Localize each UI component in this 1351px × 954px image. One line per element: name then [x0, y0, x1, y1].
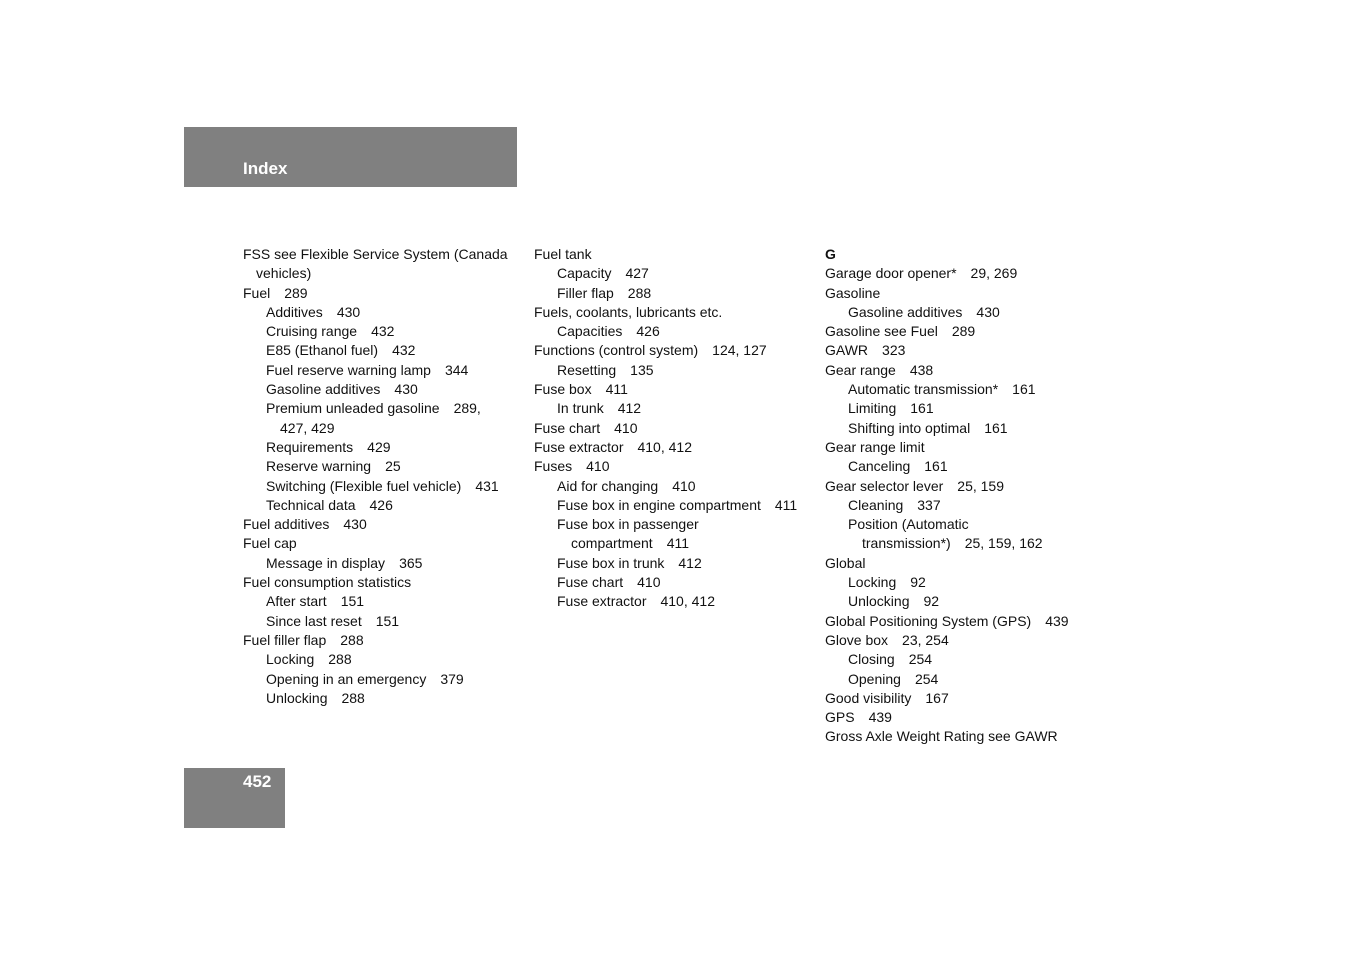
index-subentry — [534, 284, 819, 303]
entry-page-ref: 25 — [385, 458, 401, 475]
index-entry — [243, 631, 528, 650]
entry-text: Aid for changing — [557, 477, 659, 494]
entry-text: Locking — [848, 574, 897, 591]
entry-page-ref: 411 — [605, 381, 628, 398]
entry-page-ref: 426 — [636, 323, 660, 340]
entry-text: Limiting — [848, 400, 897, 417]
entry-page-ref: 410 — [672, 477, 696, 494]
index-subentry — [534, 264, 819, 283]
entry-page-ref: 432 — [371, 323, 395, 340]
entry-text: Cleaning — [848, 496, 904, 513]
index-entry — [534, 438, 819, 457]
entry-page-ref: 92 — [923, 593, 940, 610]
entry-text: Position (Automatic — [848, 516, 969, 533]
entry-text: Additives — [266, 303, 323, 320]
entry-page-ref: 92 — [910, 574, 926, 591]
entry-text: FSS see Flexible Service System (Canada — [243, 246, 508, 262]
index-entry — [243, 245, 528, 264]
index-subentry — [243, 592, 528, 611]
entry-text: Global Positioning System (GPS) — [825, 612, 1032, 629]
entry-text: GAWR — [825, 342, 869, 359]
entry-page-ref: 439 — [868, 709, 892, 726]
entry-text: Good visibility — [825, 689, 912, 706]
entry-page-ref: 288 — [627, 284, 652, 301]
index-entry — [534, 245, 819, 264]
entry-page-ref: 288 — [341, 689, 365, 706]
index-subentry — [243, 650, 528, 669]
entry-text: Opening in an emergency — [266, 670, 427, 687]
entry-text: Premium unleaded gasoline — [266, 400, 440, 417]
entry-text: Gross Axle Weight Rating see GAWR — [825, 728, 1058, 745]
index-subentry — [243, 457, 528, 476]
index-entry — [825, 612, 1115, 631]
entry-page-ref: 430 — [336, 303, 361, 320]
index-subentry — [825, 534, 1115, 553]
index-subentry — [534, 534, 819, 553]
page-number-box — [184, 768, 285, 828]
index-column-1 — [243, 245, 528, 708]
entry-page-ref: 161 — [910, 400, 934, 417]
entry-text: Fuse extractor — [534, 438, 624, 455]
entry-page-ref: 410 — [614, 419, 638, 436]
entry-text: Functions (control system) — [534, 342, 699, 359]
entry-page-ref: 411 — [774, 496, 798, 513]
index-subentry — [243, 689, 528, 708]
entry-page-ref: 289 — [284, 284, 308, 301]
entry-text: Fuse box in engine compartment — [557, 496, 761, 513]
index-subentry — [243, 670, 528, 689]
entry-text: Gear range limit — [825, 438, 925, 455]
entry-text: Cruising range — [266, 323, 358, 340]
index-subentry — [825, 573, 1115, 592]
index-entry — [825, 341, 1115, 360]
index-subentry — [534, 515, 819, 534]
index-subentry — [243, 612, 528, 631]
index-subentry — [534, 322, 819, 341]
index-entry — [243, 573, 528, 592]
index-subentry — [825, 303, 1115, 322]
page-number: 452 — [243, 772, 272, 791]
index-subentry — [243, 399, 528, 418]
entry-page-ref: 427 — [625, 265, 649, 282]
entry-text: Locking — [266, 651, 315, 668]
entry-text: Automatic transmission* — [848, 381, 999, 398]
index-subentry — [243, 477, 528, 496]
index-subentry — [243, 341, 528, 360]
index-subentry — [243, 303, 528, 322]
index-entry — [825, 689, 1115, 708]
entry-text: Gear selector lever — [825, 477, 944, 494]
index-entry — [534, 380, 819, 399]
entry-text: In trunk — [557, 400, 604, 417]
entry-text: Closing — [848, 651, 895, 668]
entry-text: Gasoline — [825, 284, 881, 301]
index-entry — [243, 264, 528, 283]
index-subentry — [243, 322, 528, 341]
entry-text: Capacities — [557, 323, 623, 340]
entry-page-ref: 412 — [678, 554, 702, 571]
entry-text: Opening — [848, 670, 901, 687]
entry-page-ref: 161 — [924, 458, 948, 475]
entry-page-ref: 429 — [367, 438, 391, 455]
entry-page-ref: 344 — [444, 361, 469, 378]
entry-page-ref: 365 — [399, 554, 423, 571]
entry-text: Since last reset — [266, 612, 362, 629]
index-subentry — [534, 496, 819, 515]
index-subentry — [825, 592, 1115, 611]
index-entry — [825, 284, 1115, 303]
index-subentry — [825, 380, 1115, 399]
entry-text: Gasoline additives — [848, 303, 963, 320]
entry-text: Fuel — [243, 284, 271, 301]
entry-text: Canceling — [848, 458, 911, 475]
index-subentry — [243, 419, 528, 438]
index-subentry — [534, 592, 819, 611]
index-subentry — [243, 554, 528, 573]
entry-page-ref: 29, 269 — [970, 265, 1018, 282]
index-entry — [534, 341, 819, 360]
index-entry — [534, 303, 819, 322]
entry-text: E85 (Ethanol fuel) — [266, 342, 379, 359]
entry-text: After start — [266, 593, 327, 610]
entry-text: Fuel cap — [243, 535, 297, 552]
index-subentry — [825, 670, 1115, 689]
entry-page-ref: 438 — [909, 361, 934, 378]
entry-page-ref: 323 — [882, 342, 906, 359]
entry-page-ref: 430 — [343, 516, 367, 533]
entry-text: Fuse box in passenger — [557, 516, 699, 533]
entry-text: Gasoline additives — [266, 381, 381, 398]
index-entry — [825, 727, 1115, 746]
index-entry — [825, 631, 1115, 650]
entry-text: Fuel tank — [534, 246, 592, 262]
index-entry — [825, 708, 1115, 727]
entry-page-ref: 410 — [637, 574, 661, 591]
index-entry — [243, 515, 528, 534]
entry-page-ref: 379 — [440, 670, 464, 687]
entry-page-ref: 135 — [630, 361, 654, 378]
entry-text: Fuel filler flap — [243, 631, 327, 648]
entry-text: Unlocking — [266, 689, 328, 706]
entry-page-ref: 410, 412 — [637, 438, 692, 455]
entry-text: Fuses — [534, 458, 573, 475]
entry-text: Fuels, coolants, lubricants etc. — [534, 303, 723, 320]
entry-text: Switching (Flexible fuel vehicle) — [266, 477, 462, 494]
index-subentry — [534, 573, 819, 592]
entry-text: Unlocking — [848, 593, 910, 610]
index-subentry — [243, 361, 528, 380]
entry-text: Technical data — [266, 496, 356, 513]
entry-text: Fuse box in trunk — [557, 554, 665, 571]
entry-text: Reserve warning — [266, 458, 372, 475]
entry-page-ref: 254 — [914, 670, 939, 687]
entry-text: compartment — [571, 535, 653, 552]
index-subentry — [243, 380, 528, 399]
index-entry — [825, 438, 1115, 457]
entry-text: transmission*) — [862, 535, 951, 552]
entry-text: Fuel consumption statistics — [243, 574, 412, 591]
entry-text: Shifting into optimal — [848, 419, 971, 436]
index-subentry — [534, 554, 819, 573]
entry-page-ref: 432 — [392, 342, 416, 359]
entry-page-ref: 410, 412 — [660, 593, 715, 610]
entry-page-ref: 411 — [666, 535, 690, 552]
entry-text: Capacity — [557, 265, 612, 282]
entry-text: Message in display — [266, 554, 386, 571]
index-column-2 — [534, 245, 819, 612]
entry-text: GPS — [825, 709, 855, 726]
index-subentry — [534, 477, 819, 496]
entry-page-ref: 410 — [586, 458, 610, 475]
index-letter-heading — [825, 245, 1115, 264]
entry-page-ref: 289, — [453, 400, 481, 417]
entry-page-ref: 167 — [925, 689, 949, 706]
header-bar — [184, 127, 517, 187]
entry-page-ref: 430 — [976, 303, 1000, 320]
index-subentry — [825, 457, 1115, 476]
page-title: Index — [243, 159, 288, 178]
index-subentry — [825, 419, 1115, 438]
entry-text: vehicles) — [256, 265, 312, 282]
index-subentry — [243, 438, 528, 457]
entry-text: Fuse box — [534, 381, 592, 398]
index-subentry — [825, 496, 1115, 515]
index-column-3 — [825, 245, 1115, 747]
entry-page-ref: 439 — [1045, 612, 1069, 629]
entry-text: 427, 429 — [280, 419, 335, 436]
index-subentry — [825, 399, 1115, 418]
entry-page-ref: 288 — [340, 631, 364, 648]
index-subentry — [243, 496, 528, 515]
index-entry — [534, 457, 819, 476]
entry-text: Global — [825, 554, 866, 571]
entry-page-ref: 161 — [984, 419, 1008, 436]
entry-page-ref: 151 — [375, 612, 400, 629]
entry-page-ref: 151 — [340, 593, 365, 610]
entry-text: Fuel reserve warning lamp — [266, 361, 431, 378]
index-entry — [825, 361, 1115, 380]
index-subentry — [825, 515, 1115, 534]
entry-text: Filler flap — [557, 284, 614, 301]
entry-page-ref: 124, 127 — [712, 342, 767, 359]
entry-page-ref: 288 — [328, 651, 352, 668]
entry-text: Garage door opener* — [825, 265, 957, 282]
index-subentry — [534, 399, 819, 418]
entry-text: Fuse extractor — [557, 593, 647, 610]
index-entry — [534, 419, 819, 438]
index-entry — [243, 534, 528, 553]
entry-text: Fuel additives — [243, 516, 330, 533]
index-entry — [243, 284, 528, 303]
entry-text: Gasoline see Fuel — [825, 323, 938, 340]
index-subentry — [825, 650, 1115, 669]
entry-text: Requirements — [266, 438, 354, 455]
entry-text: Resetting — [557, 361, 617, 378]
entry-page-ref: 25, 159, 162 — [964, 535, 1043, 552]
entry-page-ref: 289 — [951, 323, 976, 340]
entry-page-ref: 337 — [917, 496, 941, 513]
index-entry — [825, 322, 1115, 341]
index-entry — [825, 554, 1115, 573]
entry-text: G — [825, 246, 836, 262]
entry-text: Fuse chart — [557, 574, 624, 591]
index-entry — [825, 477, 1115, 496]
entry-page-ref: 430 — [394, 381, 418, 398]
entry-page-ref: 254 — [908, 651, 933, 668]
index-entry — [825, 264, 1115, 283]
entry-text: Glove box — [825, 631, 889, 648]
entry-page-ref: 25, 159 — [957, 477, 1004, 494]
index-subentry — [534, 361, 819, 380]
entry-page-ref: 426 — [369, 496, 393, 513]
entry-page-ref: 161 — [1012, 381, 1036, 398]
entry-page-ref: 431 — [475, 477, 499, 494]
entry-page-ref: 23, 254 — [902, 631, 949, 648]
entry-page-ref: 412 — [617, 400, 642, 417]
entry-text: Fuse chart — [534, 419, 601, 436]
entry-text: Gear range — [825, 361, 896, 378]
